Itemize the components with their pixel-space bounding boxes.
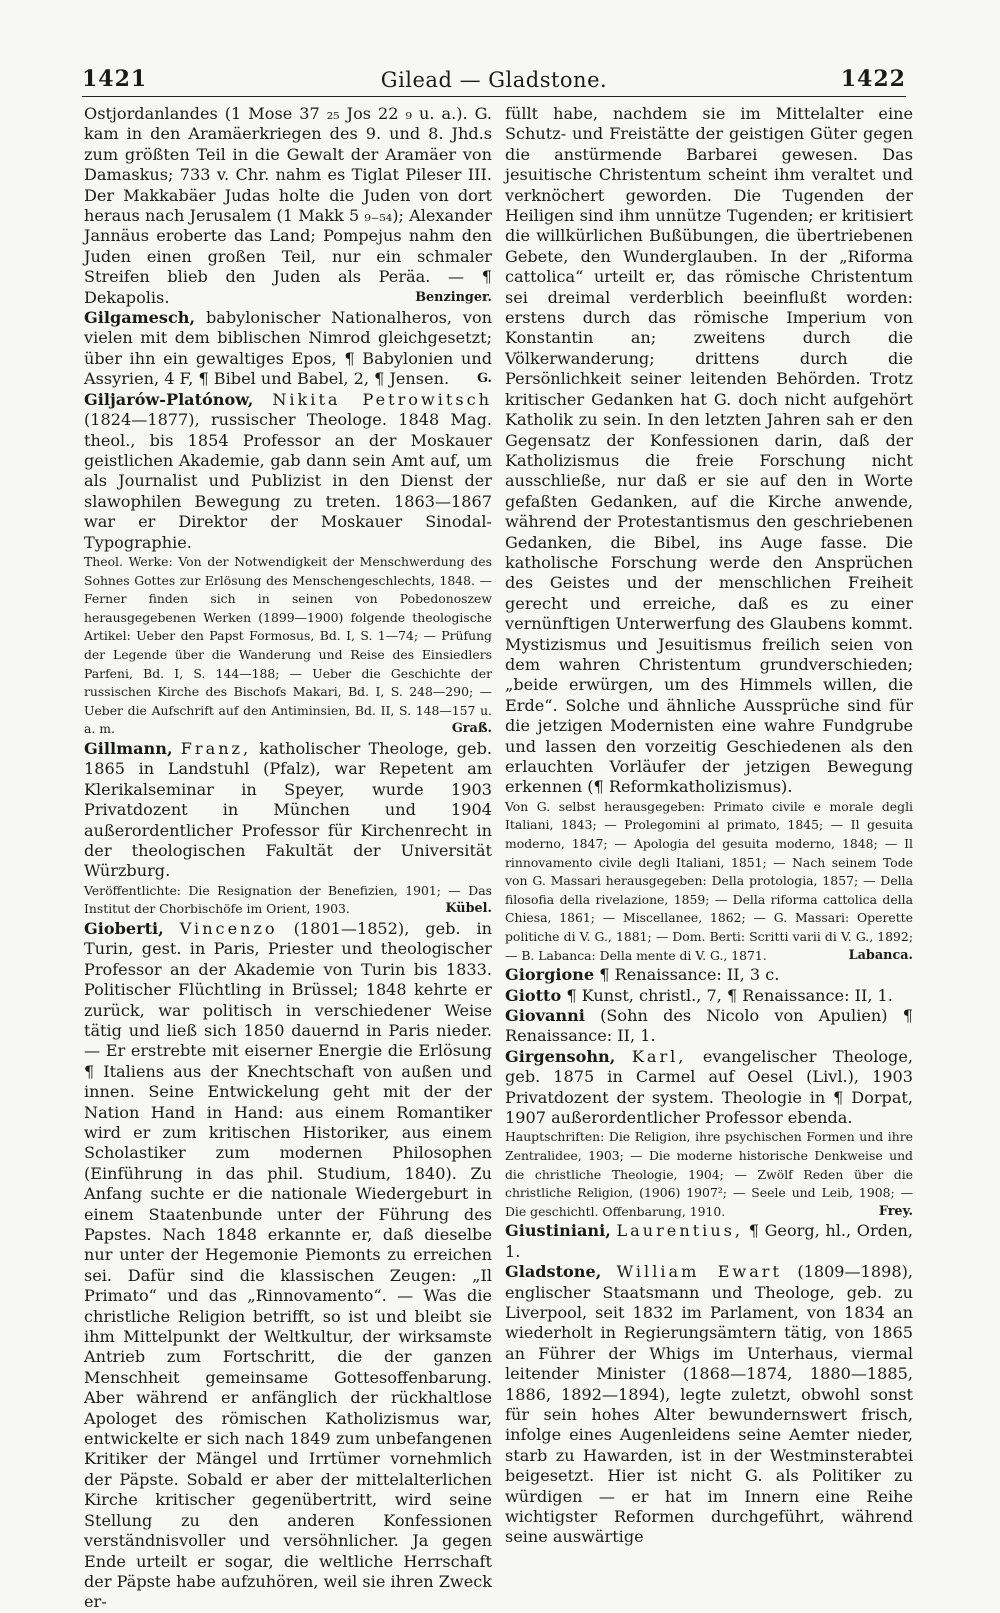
gladstone-lemma: Gladstone, [505, 1262, 602, 1282]
right-page-number: 1422 [840, 66, 906, 92]
gioberti-continued [505, 104, 913, 798]
giustiniani-lemma: Giustiniani, [505, 1221, 611, 1241]
gladstone-name: William Ewart [616, 1262, 782, 1282]
gioberti-text: (1801—1852), geb. in Turin, gest. in Paris, Priester und theologischer Professor an der Akademie von Turin bis 1833. Politischer Flüchtling in Brüssel; 1848 kehrte er zurück, war politisch in verschiedener Weise tätig und ließ sich 1850 dauernd in Paris nieder. — Er erstrebte mit eiserner Energie die Erlösung ¶ Italiens aus der Knechtschaft von außen und innen. Seine Entwickelung geht mit der der Nation Hand in Hand: aus einem Romantiker wird er zum kritischen Historiker, aus einem Scholastiker zum modernen Philosophen (Einführung in das phil. Studium, 1840). Zu Anfang suchte er die nationale Wiedergeburt in einem Staatenbunde unter der Führung des Papstes. Nach 1848 erkannte er, daß dieselbe nur unter der Hegemonie Piemonts zu erreichen sei. Dafür sind die klassischen Zeugen: „Il Primato“ und das „Rinnovamento“. — Was die christliche Religion betrifft, so ist und bleibt sie ihm Mittelpunkt der Weltkultur, der wirksamste Antrieb zum Fortschritt, die der ganzen Menschheit gemeinsame Gottesoffenbarung. Aber während er anfänglich der rückhaltlose Apologet des römischen Katholizismus war, entwickelte er sich nach 1849 zum unbefangenen Kritiker der Mängel und Irrtümer vornehmlich der Päpste. Sobald er aber der mittelalterlichen Kirche kritischer gegenübertritt, wird seine Stellung zu den anderen Konfessionen verständnisvoller und versöhnlicher. Ja gegen Ende urteilt er sogar, die weltliche Herrschaft der Päpste habe aufzuhören, weil sie ihren Zweck er- [84, 918, 493, 1612]
gillmann-lemma: Gillmann, [84, 738, 173, 758]
gioberti-name: Vincenzo [179, 918, 278, 938]
gillmann-text: katholischer Theologe, geb. 1865 in Landstuhl (Pfalz), war Repetent am Klerikalseminar in Speyer, wurde 1903 Privatdozent in München und 1904 außerordentlicher Professor für Kirchenrecht in der theologischen Fakultät der Universität Würzburg. [84, 738, 492, 881]
girgensohn-text: evangelischer Theologe, geb. 1875 in Carmel auf Oesel (Livl.), 1903 Privatdozent der system. Theologie in ¶ Dorpat, 1907 außerordentlicher Professor ebenda. [505, 1046, 914, 1127]
girgensohn-author: Frey. [878, 1203, 913, 1219]
gilead-text: Ostjordanlandes (1 Mose 37 ₂₅ Jos 22 ₉ u. a.). G. kam in den Aramäerkriegen des 9. und 8. Jhd.s zum größten Teil in die Gewalt der Aramäer von Damaskus; 733 v. Chr. nahm es Tiglat Pileser III. Der Makkabäer Judas holte die Juden von dort heraus nach Jerusalem (1 Makk 5 ₉₋₅₄); Alexander Jannäus eroberte das Land; Pompejus nahm den Juden einen großen Teil, nur ein schmaler Streifen blieb den Juden als Peräa. — ¶ Dekapolis. [84, 104, 492, 307]
gillmann-name: Franz, [180, 738, 252, 758]
giljarow-bibliography [84, 553, 492, 739]
giorgione-lemma: Giorgione [505, 965, 595, 985]
giljarow-name: Nikita Petrowitsch [272, 389, 492, 409]
giustiniani-name: Laurentius, [616, 1221, 744, 1241]
right-column [505, 104, 913, 1548]
giovanni-lemma: Giovanni [505, 1005, 585, 1025]
giustiniani-text: ¶ Georg, hl., Orden, 1. [505, 1221, 913, 1261]
left-column [84, 104, 492, 1613]
giorgione-entry [505, 965, 913, 985]
girgensohn-bibliography [505, 1128, 913, 1221]
page-header [82, 52, 906, 97]
gilgamesch-text: babylonischer Nationalheros, von vielen mit dem biblischen Nimrod gleichgesetzt; über ihn ein gewaltiges Epos, ¶ Babylonien und Assyrien, 4 F, ¶ Bibel und Babel, 2, ¶ Jensen. [84, 308, 492, 389]
gilgamesch-author: G. [477, 371, 492, 387]
left-page-number: 1421 [82, 66, 148, 92]
giorgione-text: ¶ Renaissance: II, 3 c. [599, 965, 780, 985]
giovanni-entry [505, 1006, 913, 1047]
giljarow-entry [84, 390, 492, 553]
girgensohn-entry [505, 1047, 913, 1129]
gioberti-lemma: Gioberti, [84, 918, 164, 938]
giljarow-lemma: Giljarów-Platónow, [84, 389, 254, 409]
giljarow-text: (1824—1877), russischer Theologe. 1848 Mag. theol., bis 1854 Professor an der Moskauer geistlichen Akademie, gab dann sein Amt auf, um als Journalist und Publizist in den Dienst der slawophilen Bewegung zu treten. 1863—1867 war er Direktor der Moskauer Sinodal-Typographie. [84, 410, 492, 552]
girgensohn-works: Hauptschriften: Die Religion, ihre psychischen Formen und ihre Zentralidee, 1903; — Die moderne historische Denkweise und die christliche Theologie, 1904; — Zwölf Reden über die christliche Religion, (1906) 1907²; — Seele und Leib, 1908; — Die geschichtl. Offenbarung, 1910. [505, 1129, 913, 1219]
gillmann-author: Kübel. [445, 901, 492, 917]
gioberti-entry [84, 919, 492, 1613]
gilead-author: Benzinger. [415, 289, 492, 305]
running-title: Gilead — Gladstone. [380, 68, 608, 92]
gioberti-works: Von G. selbst herausgegeben: Primato civile e morale degli Italiani, 1843; — Prolegomini al primato, 1845; — Il gesuita moderno, 1847; — Apologia del gesuita moderno, 1848; — Il rinnovamento civile degli Italiani, 1851; — Nach seinem Tode von G. Massari herausgegeben: Della protologia, 1857; — Della filosofia della rivelazione, 1859; — Della riforma cattolica della Chiesa, 1861; — Miscellanee, 1862; — G. Massari: Operette politiche di V. G., 1881; — Dom. Berti: Scritti varii di V. G., 1892; — B. Labanca: Della mente di V. G., 1871. [505, 798, 913, 963]
gladstone-text: (1809—1898), englischer Staatsmann und Theologe, geb. zu Liverpool, seit 1832 im Parlament, von 1834 an wiederholt in Regierungsämtern tätig, von 1865 an Führer der Whigs im Unterhaus, viermal leitender Minister (1868—1874, 1880—1885, 1886, 1892—1894), legte zuletzt, obwohl sonst für sein hohes Alter bewundernswert frisch, infolge eines Augenleidens seine Aemter nieder, starb zu Hawarden, ist in der Westminsterabtei beigesetzt. Hier ist nicht G. als Politiker zu würdigen — er hat im Innern eine Reihe wichtigster Reformen durchgeführt, während seine auswärtige [505, 1262, 913, 1547]
girgensohn-lemma: Girgensohn, [505, 1046, 616, 1066]
gillmann-entry [84, 739, 492, 882]
giotto-text: ¶ Kunst, christl., 7, ¶ Renaissance: II, 1. [566, 985, 893, 1005]
gladstone-entry [505, 1262, 913, 1548]
giotto-entry [505, 986, 913, 1006]
gillmann-works: Veröffentlichte: Die Resignation der Benefizien, 1901; — Das Institut der Chorbischöfe im Orient, 1903. [84, 882, 492, 917]
gilead-entry [84, 104, 492, 308]
girgensohn-name: Karl, [631, 1046, 687, 1066]
gilgamesch-entry [84, 308, 492, 390]
giustiniani-entry [505, 1221, 913, 1262]
gilgamesch-lemma: Gilgamesch, [84, 308, 196, 328]
gioberti-continued-text: füllt habe, nachdem sie im Mittelalter eine Schutz- und Freistätte der geistigen Güter gegen die anstürmende Barbarei gewesen. Das jesuitische Christentum scheint ihm veraltet und verknöchert geworden. Die Tugenden der Heiligen sind ihm unnütze Tugenden; er kritisiert die willkürlichen Bußübungen, die übertriebenen Gebete, den Wunderglauben. In der „Riforma cattolica“ urteilt er, das römische Christentum sei dreimal verderblich beeinflußt worden: erstens durch das römische Imperium von Konstantin an; zweitens durch die Völkerwanderung; drittens durch die Persönlichkeit seiner leitenden Behörden. Trotz kritischer Gedanken hat G. doch nicht aufgehört Katholik zu sein. In den letzten Jahren sah er den Gegensatz der Konfessionen darin, daß der Katholizismus die freie Forschung nicht ausschließe, nur daß er sie auf den in Worte gefaßten Gedanken, auf die Kirche anwende, während der Protestantismus den geschriebenen Gedanken, die Bibel, ins Auge fasse. Die katholische Forschung werde den Ansprüchen des Geistes und der menschlichen Freiheit gerecht und erreiche, daß es zu einer vernünftigen Unterwerfung des Glaubens kommt. Mystizismus und Jesuitismus freilich seien von dem wahren Christentum grundverschieden; „beide erwürgen, um des Himmels willen, die Erde“. Solche und ähnliche Aussprüche sind für die jetzigen Modernisten eine wahre Fundgrube und lassen den vorzeitig Geschiedenen als den erlauchten Vorläufer der jetzigen Bewegung erkennen (¶ Reformkatholizismus). [505, 104, 913, 797]
giljarow-works: Theol. Werke: Von der Notwendigkeit der Menschwerdung des Sohnes Gottes zur Erlösung des Menschengeschlechts, 1848. — Ferner finden sich in seinen von Pobedonoszew herausgegebenen Werken (1899—1900) folgende theologische Artikel: Ueber den Papst Formosus, Bd. I, S. 1—74; — Prüfung der Legende über die Wanderung und Reise des Einsiedlers Parfeni, Bd. I, S. 144—188; — Ueber die Geschichte der russischen Kirche des Bischofs Makari, Bd. I, S. 248—290; — Ueber die Aufschrift auf den Antiminsien, Bd. II, S. 148—157 u. a. m. [84, 553, 492, 737]
gillmann-bibliography [84, 882, 492, 919]
gioberti-bibliography [505, 798, 913, 965]
giovanni-text: (Sohn des Nicolo von Apulien) ¶ Renaissance: II, 1. [505, 1005, 913, 1046]
gioberti-author: Labanca. [848, 947, 913, 963]
giljarow-author: Graß. [451, 721, 492, 737]
giotto-lemma: Giotto [505, 985, 562, 1005]
